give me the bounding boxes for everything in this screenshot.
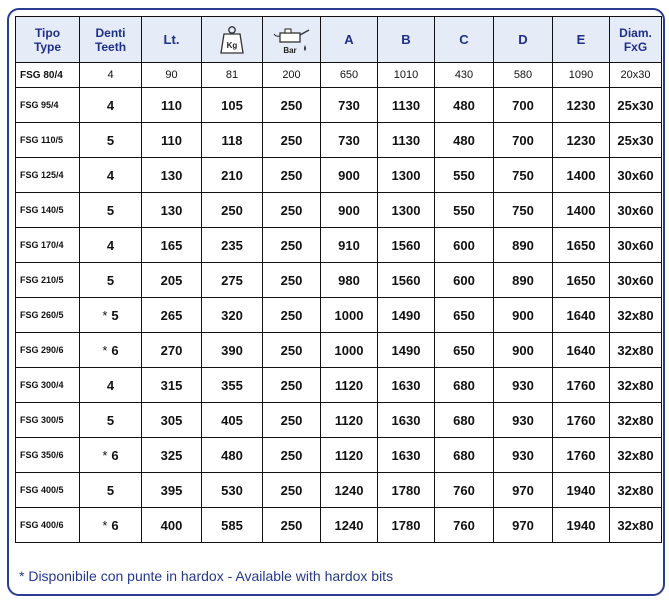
hardox-marker: * (102, 447, 108, 463)
cell-teeth-value: 5 (106, 202, 115, 218)
cell-diameter: 32x80 (610, 438, 662, 473)
header-volume: Lt. (142, 17, 202, 63)
cell-dim-c: 680 (435, 403, 494, 438)
cell-dim-a: 900 (321, 158, 378, 193)
oil-can-icon (272, 25, 312, 55)
header-diam: Diam. (619, 25, 652, 40)
cell-dim-b: 1560 (378, 228, 435, 263)
cell-dim-e: 1650 (553, 263, 610, 298)
cell-dim-d: 930 (494, 438, 553, 473)
cell-dim-b: 1490 (378, 333, 435, 368)
cell-dim-b: 1630 (378, 403, 435, 438)
cell-dim-e: 1760 (553, 368, 610, 403)
cell-dim-c: 430 (435, 63, 494, 88)
cell-weight: 355 (202, 368, 263, 403)
cell-pressure: 250 (263, 368, 321, 403)
cell-dim-b: 1300 (378, 158, 435, 193)
cell-dim-b: 1130 (378, 123, 435, 158)
cell-teeth-value: 5 (106, 132, 115, 148)
cell-pressure: 250 (263, 403, 321, 438)
cell-diameter: 32x80 (610, 333, 662, 368)
cell-volume: 265 (142, 298, 202, 333)
cell-teeth-value: 4 (106, 167, 115, 183)
cell-dim-d: 900 (494, 333, 553, 368)
cell-volume: 315 (142, 368, 202, 403)
table-row (16, 508, 662, 543)
cell-diameter: 32x80 (610, 508, 662, 543)
table-row (16, 228, 662, 263)
table-row (16, 158, 662, 193)
cell-dim-e: 1760 (553, 403, 610, 438)
hardox-marker: * (102, 307, 108, 323)
cell-volume: 205 (142, 263, 202, 298)
spec-table-frame (7, 8, 665, 596)
cell-dim-b: 1490 (378, 298, 435, 333)
cell-model: FSG 260/5 (16, 298, 80, 333)
cell-model: FSG 350/6 (16, 438, 80, 473)
table-row (16, 438, 662, 473)
cell-model: FSG 400/5 (16, 473, 80, 508)
table-body (16, 63, 662, 543)
cell-teeth-value: 4 (106, 97, 115, 113)
table-row (16, 298, 662, 333)
cell-dim-a: 1000 (321, 298, 378, 333)
cell-dim-e: 1940 (553, 473, 610, 508)
table-row (16, 368, 662, 403)
cell-pressure: 250 (263, 88, 321, 123)
cell-volume: 270 (142, 333, 202, 368)
cell-dim-e: 1400 (553, 193, 610, 228)
cell-teeth (80, 368, 142, 403)
cell-teeth-value: 6 (111, 517, 119, 533)
cell-dim-c: 600 (435, 263, 494, 298)
cell-dim-e: 1230 (553, 123, 610, 158)
cell-teeth (80, 508, 142, 543)
cell-teeth (80, 403, 142, 438)
cell-dim-a: 900 (321, 193, 378, 228)
cell-dim-e: 1940 (553, 508, 610, 543)
cell-dim-c: 650 (435, 298, 494, 333)
cell-model: FSG 300/5 (16, 403, 80, 438)
cell-dim-a: 1120 (321, 403, 378, 438)
header-type (16, 17, 80, 63)
header-teeth-en: Teeth (94, 39, 127, 54)
header-type-it: Tipo (34, 25, 61, 40)
cell-dim-d: 700 (494, 88, 553, 123)
table-row (16, 63, 662, 88)
cell-weight: 530 (202, 473, 263, 508)
cell-model: FSG 80/4 (16, 63, 80, 88)
header-row (16, 17, 662, 63)
hardox-marker: * (102, 517, 108, 533)
cell-dim-b: 1130 (378, 88, 435, 123)
cell-pressure: 200 (263, 63, 321, 88)
cell-dim-b: 1560 (378, 263, 435, 298)
cell-volume: 90 (142, 63, 202, 88)
footnote: * Disponibile con punte in hardox - Available with hardox bits (19, 568, 394, 584)
cell-dim-a: 1000 (321, 333, 378, 368)
cell-dim-a: 980 (321, 263, 378, 298)
cell-weight: 81 (202, 63, 263, 88)
cell-dim-e: 1640 (553, 298, 610, 333)
cell-dim-c: 600 (435, 228, 494, 263)
cell-dim-c: 680 (435, 438, 494, 473)
cell-dim-c: 650 (435, 333, 494, 368)
cell-dim-d: 930 (494, 368, 553, 403)
header-d: D (494, 17, 553, 63)
table-row (16, 88, 662, 123)
cell-teeth (80, 473, 142, 508)
cell-teeth (80, 123, 142, 158)
hardox-marker: * (102, 342, 108, 358)
cell-teeth (80, 333, 142, 368)
cell-pressure: 250 (263, 473, 321, 508)
table-row (16, 193, 662, 228)
cell-weight: 405 (202, 403, 263, 438)
cell-model: FSG 210/5 (16, 263, 80, 298)
header-fxg: FxG (623, 39, 648, 54)
cell-dim-c: 760 (435, 473, 494, 508)
cell-weight: 275 (202, 263, 263, 298)
cell-dim-d: 580 (494, 63, 553, 88)
header-a: A (321, 17, 378, 63)
cell-model: FSG 170/4 (16, 228, 80, 263)
cell-dim-d: 700 (494, 123, 553, 158)
cell-dim-d: 750 (494, 193, 553, 228)
cell-diameter: 32x80 (610, 298, 662, 333)
cell-model: FSG 110/5 (16, 123, 80, 158)
cell-volume: 395 (142, 473, 202, 508)
header-weight (202, 17, 263, 63)
cell-weight: 105 (202, 88, 263, 123)
cell-dim-b: 1630 (378, 368, 435, 403)
cell-teeth (80, 263, 142, 298)
cell-dim-a: 650 (321, 63, 378, 88)
cell-volume: 110 (142, 123, 202, 158)
cell-model: FSG 290/6 (16, 333, 80, 368)
cell-teeth-value: 5 (106, 412, 115, 428)
cell-dim-e: 1760 (553, 438, 610, 473)
header-type-en: Type (33, 39, 62, 54)
cell-dim-a: 910 (321, 228, 378, 263)
cell-diameter: 30x60 (610, 158, 662, 193)
cell-teeth-value: 6 (111, 342, 119, 358)
table-row (16, 123, 662, 158)
cell-volume: 325 (142, 438, 202, 473)
cell-diameter: 30x60 (610, 228, 662, 263)
cell-dim-b: 1010 (378, 63, 435, 88)
header-teeth-it: Denti (95, 25, 126, 40)
cell-dim-d: 890 (494, 263, 553, 298)
cell-teeth-value: 5 (106, 482, 115, 498)
cell-teeth (80, 63, 142, 88)
cell-dim-d: 890 (494, 228, 553, 263)
cell-diameter: 32x80 (610, 473, 662, 508)
cell-volume: 110 (142, 88, 202, 123)
cell-model: FSG 300/4 (16, 368, 80, 403)
header-c: C (435, 17, 494, 63)
cell-pressure: 250 (263, 158, 321, 193)
cell-dim-d: 970 (494, 508, 553, 543)
cell-dim-e: 1230 (553, 88, 610, 123)
cell-volume: 130 (142, 193, 202, 228)
cell-dim-d: 900 (494, 298, 553, 333)
cell-weight: 585 (202, 508, 263, 543)
cell-teeth (80, 88, 142, 123)
cell-pressure: 250 (263, 193, 321, 228)
header-pressure (263, 17, 321, 63)
cell-dim-a: 730 (321, 88, 378, 123)
spec-table (15, 16, 662, 543)
table-row (16, 263, 662, 298)
cell-dim-c: 480 (435, 88, 494, 123)
cell-teeth-value: 4 (106, 377, 115, 393)
header-b: B (378, 17, 435, 63)
cell-teeth-value: 4 (106, 237, 115, 253)
cell-diameter: 20x30 (610, 63, 662, 88)
weight-icon-label: Kg (226, 40, 238, 50)
header-diameter (610, 17, 662, 63)
cell-dim-e: 1400 (553, 158, 610, 193)
cell-model: FSG 125/4 (16, 158, 80, 193)
cell-dim-e: 1090 (553, 63, 610, 88)
cell-pressure: 250 (263, 298, 321, 333)
cell-dim-d: 930 (494, 403, 553, 438)
cell-pressure: 250 (263, 263, 321, 298)
cell-volume: 130 (142, 158, 202, 193)
cell-dim-c: 550 (435, 158, 494, 193)
cell-dim-a: 1240 (321, 508, 378, 543)
cell-diameter: 32x80 (610, 403, 662, 438)
cell-dim-d: 970 (494, 473, 553, 508)
cell-volume: 400 (142, 508, 202, 543)
cell-diameter: 25x30 (610, 123, 662, 158)
cell-weight: 250 (202, 193, 263, 228)
cell-teeth (80, 438, 142, 473)
cell-dim-e: 1640 (553, 333, 610, 368)
cell-weight: 480 (202, 438, 263, 473)
cell-pressure: 250 (263, 123, 321, 158)
cell-dim-c: 550 (435, 193, 494, 228)
cell-teeth (80, 193, 142, 228)
cell-teeth-value: 5 (111, 307, 119, 323)
cell-dim-a: 730 (321, 123, 378, 158)
table-row (16, 473, 662, 508)
cell-pressure: 250 (263, 438, 321, 473)
table-row (16, 333, 662, 368)
pressure-icon-label: Bar (282, 45, 297, 55)
cell-diameter: 30x60 (610, 193, 662, 228)
cell-dim-b: 1780 (378, 473, 435, 508)
cell-dim-a: 1120 (321, 368, 378, 403)
cell-teeth-value: 6 (111, 447, 119, 463)
cell-weight: 118 (202, 123, 263, 158)
cell-dim-b: 1780 (378, 508, 435, 543)
cell-weight: 235 (202, 228, 263, 263)
cell-weight: 320 (202, 298, 263, 333)
table-row (16, 403, 662, 438)
cell-dim-c: 480 (435, 123, 494, 158)
cell-teeth (80, 158, 142, 193)
cell-diameter: 30x60 (610, 263, 662, 298)
header-teeth (80, 17, 142, 63)
cell-pressure: 250 (263, 333, 321, 368)
cell-teeth (80, 298, 142, 333)
cell-dim-a: 1120 (321, 438, 378, 473)
cell-weight: 210 (202, 158, 263, 193)
cell-model: FSG 95/4 (16, 88, 80, 123)
cell-dim-d: 750 (494, 158, 553, 193)
cell-model: FSG 400/6 (16, 508, 80, 543)
cell-diameter: 25x30 (610, 88, 662, 123)
cell-teeth (80, 228, 142, 263)
cell-volume: 305 (142, 403, 202, 438)
cell-dim-e: 1650 (553, 228, 610, 263)
cell-volume: 165 (142, 228, 202, 263)
cell-pressure: 250 (263, 228, 321, 263)
header-e: E (553, 17, 610, 63)
cell-dim-b: 1300 (378, 193, 435, 228)
cell-model: FSG 140/5 (16, 193, 80, 228)
cell-dim-c: 680 (435, 368, 494, 403)
cell-teeth-value: 4 (107, 69, 114, 81)
cell-diameter: 32x80 (610, 368, 662, 403)
cell-teeth-value: 5 (106, 272, 115, 288)
cell-weight: 390 (202, 333, 263, 368)
cell-dim-c: 760 (435, 508, 494, 543)
cell-pressure: 250 (263, 508, 321, 543)
weight-icon (219, 25, 245, 55)
cell-dim-b: 1630 (378, 438, 435, 473)
cell-dim-a: 1240 (321, 473, 378, 508)
